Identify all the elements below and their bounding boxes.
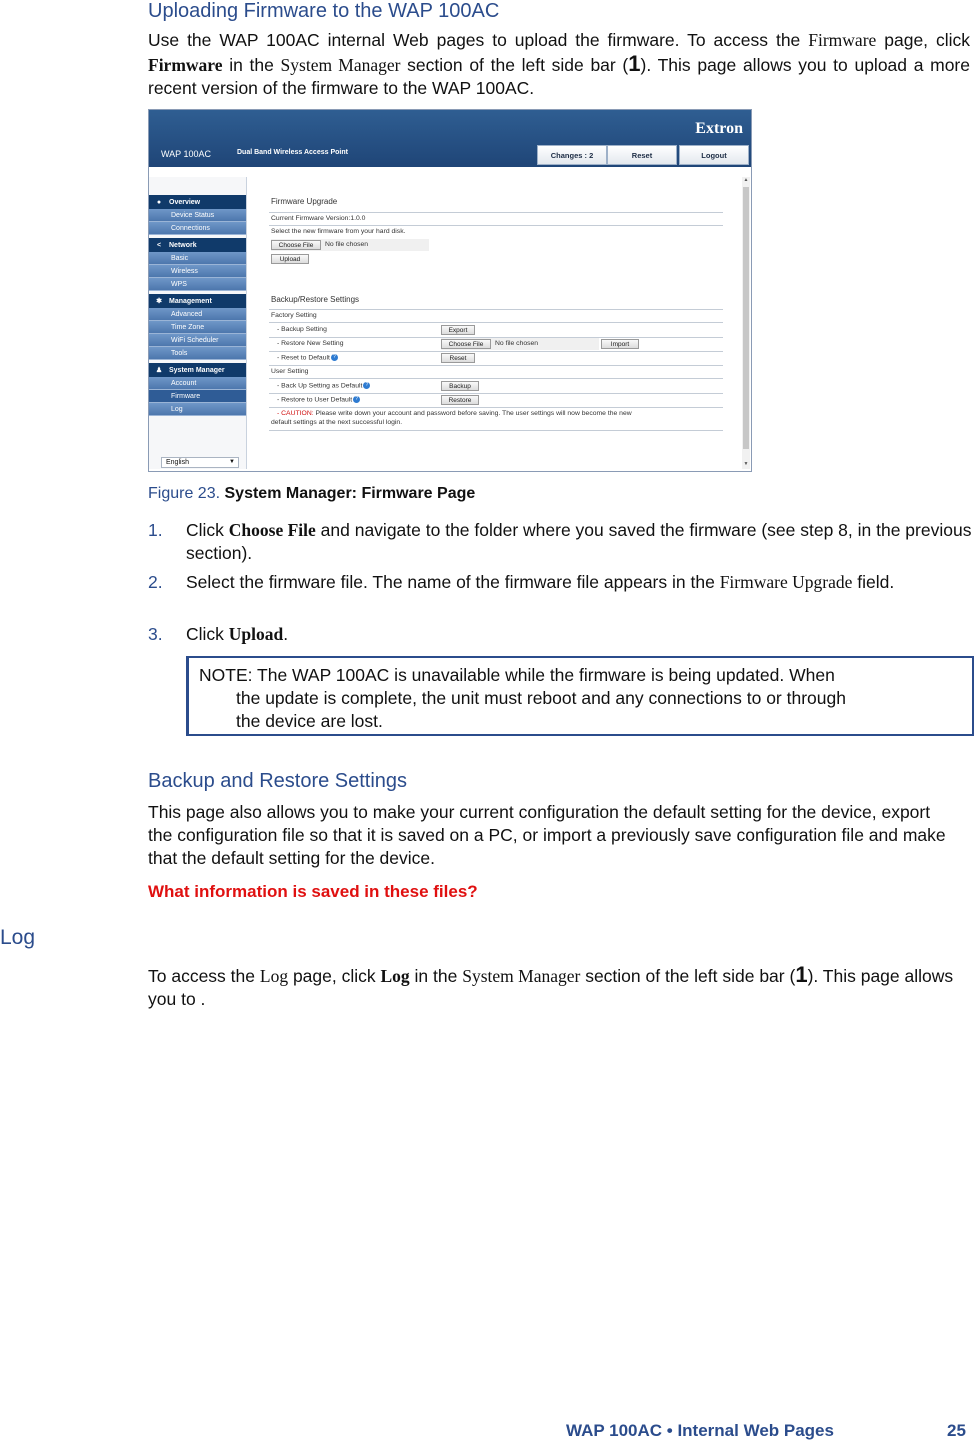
- sidebar-item-tools[interactable]: Tools: [149, 347, 246, 360]
- sidebar: [149, 177, 247, 469]
- section-heading-firmware: Uploading Firmware to the WAP 100AC: [148, 0, 500, 22]
- text: page, click: [876, 30, 971, 50]
- text: To access the: [148, 966, 260, 986]
- text: in the: [222, 55, 281, 75]
- step-text: [186, 519, 976, 565]
- text: Select the firmware file. The name of the firmware file appears in the: [186, 572, 720, 592]
- restore-button[interactable]: Restore: [441, 395, 479, 405]
- log-paragraph: [148, 963, 958, 1011]
- sidebar-item-connections[interactable]: Connections: [149, 222, 246, 235]
- scroll-up-icon[interactable]: ▲: [743, 177, 749, 183]
- text: ). This page allows you to .: [148, 966, 954, 1009]
- header-bar: [149, 110, 751, 167]
- text: Use the WAP 100AC internal Web pages to upload the firmware. To access the: [148, 30, 809, 50]
- reset-to-default-label: [277, 354, 338, 361]
- text: field.: [852, 572, 895, 592]
- upload-button[interactable]: Upload: [271, 254, 309, 264]
- scroll-thumb[interactable]: [743, 187, 749, 449]
- callout-number: 1: [628, 51, 641, 76]
- divider: [269, 393, 723, 394]
- text: in the: [409, 966, 463, 986]
- select-firmware-label: Select the new firmware from your hard disk.: [271, 228, 406, 235]
- log-term-bold: Log: [380, 966, 410, 986]
- language-select[interactable]: [161, 457, 239, 468]
- help-icon[interactable]: ?: [353, 396, 360, 403]
- sidebar-section-system-manager[interactable]: [149, 363, 246, 377]
- divider: [269, 309, 723, 310]
- sidebar-section-overview[interactable]: [149, 195, 246, 209]
- section-label: System Manager: [169, 366, 225, 374]
- step-number: 1.: [148, 520, 163, 540]
- text: page, click: [288, 966, 381, 986]
- divider: [269, 225, 723, 226]
- factory-setting-label: Factory Setting: [271, 312, 317, 319]
- product-subtitle: Dual Band Wireless Access Point: [237, 149, 348, 156]
- caution-message: [277, 410, 632, 417]
- figure-label: Figure 23.: [148, 485, 221, 502]
- note-label: NOTE:: [199, 665, 253, 685]
- divider: [269, 430, 723, 431]
- text: - Reset to Default: [277, 354, 330, 362]
- language-value: English: [166, 459, 189, 466]
- logout-button[interactable]: Logout: [679, 145, 749, 165]
- divider: [269, 212, 723, 213]
- help-icon[interactable]: ?: [363, 382, 370, 389]
- section-label: Overview: [169, 198, 201, 206]
- text: .: [283, 624, 289, 644]
- note-text: [199, 664, 939, 733]
- log-term: Log: [259, 966, 289, 986]
- firmware-page-screenshot: [148, 109, 752, 472]
- divider: [269, 378, 723, 379]
- content-area: [259, 177, 729, 469]
- divider: [269, 351, 723, 352]
- sidebar-section-management[interactable]: [149, 294, 246, 308]
- choose-file-button-restore[interactable]: Choose File: [441, 339, 491, 349]
- sidebar-item-wps[interactable]: WPS: [149, 278, 246, 291]
- user-setting-label: User Setting: [271, 368, 309, 375]
- section-label: Management: [169, 297, 212, 305]
- system-manager-term: System Manager: [280, 55, 401, 75]
- sidebar-item-advanced[interactable]: Advanced: [149, 308, 246, 321]
- caution-text: Please write down your account and password before saving. The user settings will now become the new: [315, 410, 632, 417]
- reset-button[interactable]: Reset: [607, 145, 677, 165]
- divider: [269, 365, 723, 366]
- firmware-intro-paragraph: [148, 29, 970, 100]
- share-icon: <: [156, 241, 162, 249]
- backup-restore-title: Backup/Restore Settings: [271, 295, 360, 304]
- callout-number: 1: [795, 962, 808, 987]
- step-text: [186, 623, 976, 646]
- chevron-down-icon: ▼: [229, 459, 235, 465]
- step-number: 2.: [148, 572, 163, 592]
- text: section of the left side bar (: [580, 966, 796, 986]
- scroll-down-icon[interactable]: ▼: [743, 461, 749, 467]
- note-line-2: the update is complete, the unit must reboot and any connections to or through: [236, 688, 846, 708]
- firmware-term: Firmware: [808, 30, 877, 50]
- extron-logo: Extron: [695, 120, 743, 137]
- note-line-1: The WAP 100AC is unavailable while the firmware is being updated. When: [252, 665, 835, 685]
- divider: [269, 407, 723, 408]
- divider: [269, 322, 723, 323]
- sidebar-item-time-zone[interactable]: Time Zone: [149, 321, 246, 334]
- no-file-chosen-text: No file chosen: [495, 340, 539, 347]
- backup-button[interactable]: Backup: [441, 381, 479, 391]
- restore-new-setting-label: - Restore New Setting: [277, 340, 344, 347]
- scrollbar[interactable]: [742, 177, 750, 469]
- reset-default-button[interactable]: Reset: [441, 353, 475, 363]
- import-button[interactable]: Import: [601, 339, 639, 349]
- backup-setting-as-default-label: [277, 382, 370, 389]
- caution-label: - CAUTION:: [277, 410, 314, 417]
- sidebar-item-firmware[interactable]: Firmware: [149, 390, 246, 403]
- sidebar-item-basic[interactable]: Basic: [149, 252, 246, 265]
- step-text: [186, 571, 976, 594]
- step-3: [148, 623, 968, 646]
- no-file-chosen-text: No file chosen: [325, 241, 369, 248]
- note-line-3: the device are lost.: [236, 711, 383, 731]
- text: section of the left side bar (: [400, 55, 629, 75]
- backup-setting-label: - Backup Setting: [277, 326, 327, 333]
- step-2: [148, 571, 968, 617]
- section-heading-backup-restore: Backup and Restore Settings: [148, 770, 408, 792]
- step-number: 3.: [148, 624, 163, 644]
- sidebar-item-wifi-scheduler[interactable]: WiFi Scheduler: [149, 334, 246, 347]
- caution-message-2: default settings at the next successful login.: [271, 419, 403, 426]
- help-icon[interactable]: ?: [331, 354, 338, 361]
- text: ). This page allows you to upload a more recent version of the firmware to the WAP 100AC.: [148, 55, 970, 98]
- note-box: [186, 656, 974, 736]
- page-number: 25: [947, 1421, 966, 1440]
- sidebar-item-device-status[interactable]: Device Status: [149, 209, 246, 222]
- text: Click: [186, 520, 229, 540]
- text: - Back Up Setting as Default: [277, 382, 363, 390]
- sidebar-item-wireless[interactable]: Wireless: [149, 265, 246, 278]
- figure-title: System Manager: Firmware Page: [224, 485, 476, 502]
- text: Click: [186, 624, 229, 644]
- restore-to-user-default-label: [277, 396, 360, 403]
- export-button[interactable]: Export: [441, 325, 475, 335]
- gear-icon: ✱: [156, 298, 162, 305]
- upload-term: Upload: [228, 624, 284, 644]
- user-icon: ♟: [155, 367, 163, 374]
- firmware-upgrade-title: Firmware Upgrade: [271, 197, 338, 206]
- system-manager-term: System Manager: [462, 966, 581, 986]
- backup-restore-paragraph: This page also allows you to make your current configuration the default setting for the device, export the configuration file so that it is saved on a PC, or import a previously save configuration file and make that the default setting for the device.: [148, 802, 946, 868]
- changes-button[interactable]: Changes : 2: [537, 145, 607, 165]
- firmware-upgrade-term: Firmware Upgrade: [719, 572, 853, 592]
- firmware-term-bold: Firmware: [148, 55, 223, 75]
- text: - Restore to User Default: [277, 396, 353, 404]
- figure-caption: [148, 485, 475, 503]
- question-note: What information is saved in these files?: [148, 882, 478, 901]
- info-icon: ●: [156, 198, 162, 206]
- footer-title: WAP 100AC • Internal Web Pages: [566, 1421, 834, 1440]
- section-label: Network: [169, 241, 197, 249]
- text: and navigate to the folder where you saved the firmware (see step 8, in the previous section).: [186, 520, 972, 563]
- step-1: [148, 519, 972, 565]
- sidebar-item-account[interactable]: Account: [149, 377, 246, 390]
- section-heading-log: Log: [0, 926, 36, 949]
- sidebar-section-network[interactable]: [149, 238, 246, 252]
- sidebar-item-log[interactable]: Log: [149, 403, 246, 416]
- current-firmware-version: Current Firmware Version:1.0.0: [271, 215, 366, 222]
- choose-file-button[interactable]: Choose File: [271, 240, 321, 250]
- choose-file-term: Choose File: [228, 520, 316, 540]
- product-name: WAP 100AC: [161, 149, 212, 159]
